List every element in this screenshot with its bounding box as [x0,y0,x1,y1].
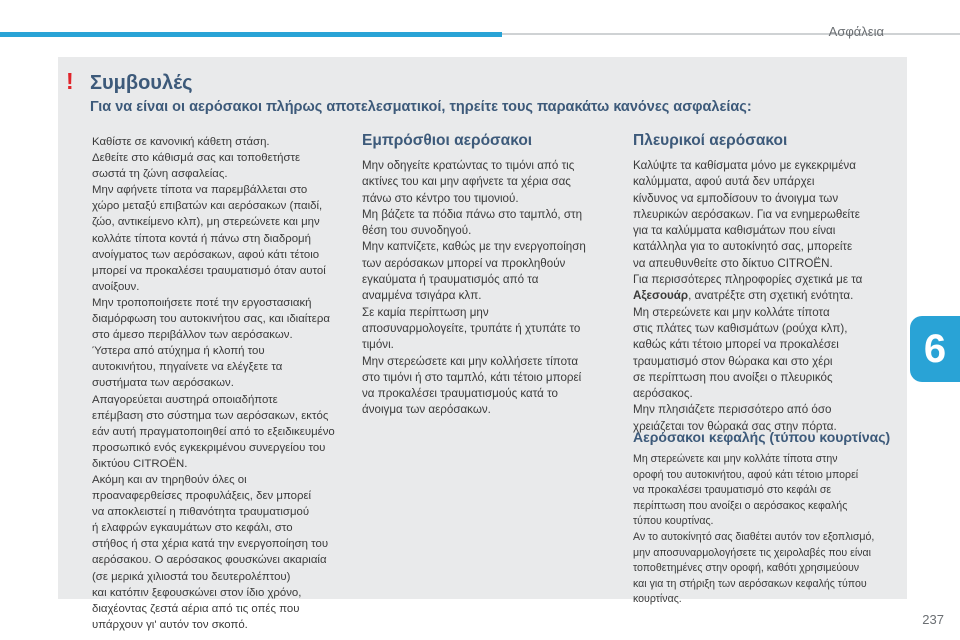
front-airbags-heading: Εμπρόσθιοι αερόσακοι [362,132,533,149]
accessories-line [633,288,895,304]
side-airbags-line: Για περισσότερες πληροφορίες σχετικά με τα [633,273,863,287]
page-number: 237 [922,612,944,627]
general-advice-line: συστήματα των αερόσακων. [92,377,234,390]
panel-subtitle: Για να είναι οι αερόσακοι πλήρως αποτελεσματικοί, τηρείτε τους παρακάτω κανόνες ασφαλείας: [90,99,752,115]
general-advice-line: αερόσακου. Ο αερόσακος φουσκώνει ακαριαία [92,554,327,567]
head-airbags-line: να προκαλέσει τραυματισμό στο κεφάλι σε [633,484,832,497]
side-airbags-line: Μην πλησιάζετε περισσότερο από όσο [633,403,832,417]
general-advice-line: δικτύου CITROËN. [92,457,188,470]
general-advice-line: μπορεί να προκαλέσει τραυματισμό όταν αυτοί [92,264,326,277]
side-airbags-line: τραυματισμό στον θώρακα και στο χέρι [633,354,833,368]
side-airbags-line: σε περίπτωση που ανοίξει ο πλευρικός [633,370,833,384]
general-advice-line: Απαγορεύεται αυστηρά οποιαδήποτε [92,393,278,406]
side-airbags-line: να απευθυνθείτε στο δίκτυο CITROËN. [633,256,833,270]
general-advice-line: Καθίστε σε κανονική κάθετη στάση. [92,136,270,148]
front-airbags-line: να προκαλέσει τραυματισμούς κατά το [362,387,558,401]
side-airbags-line: καλύμματα, αφού αυτά δεν υπάρχει [633,175,815,189]
side-airbags-line: Καλύψτε τα καθίσματα μόνο με εγκεκριμένα [633,159,856,172]
general-advice-line: να αποκλειστεί η πιθανότητα τραυματισμού [92,506,310,519]
side-airbags-line: για τα καλύμματα καθισμάτων που είναι [633,224,836,238]
general-advice-line: προαναφερθείσες προφυλάξεις, δεν μπορεί [92,490,312,503]
front-airbags-line: άνοιγμα των αερόσακων. [362,403,491,417]
side-airbags-text [633,158,895,435]
header-rule [502,33,960,35]
front-airbags-text [362,158,612,419]
head-airbags-line: περίπτωση που ανοίξει ο αερόσακος κεφαλής [633,499,848,512]
head-airbags-line: τοποθετημένες στην οροφή, καθότι χρησιμεύουν [633,562,860,575]
front-airbags-line: Σε καμία περίπτωση μην [362,305,489,319]
section-title: Ασφάλεια [828,24,884,39]
front-airbags-line: θέση του συνοδηγού. [362,224,472,238]
head-airbags-line: και για τη στήριξη των αερόσακων κεφαλής τύπου [633,577,867,590]
head-airbags-line: μην αποσυναρμολογήσετε τις χειρολαβές που είναι [633,546,872,559]
side-airbags-heading: Πλευρικοί αερόσακοι [633,132,788,149]
front-airbags-line: τιμόνι. [362,338,394,352]
accessories-rest: , ανατρέξτε στη σχετική ενότητα. [688,289,854,303]
general-advice-line: (σε μερικά χιλιοστά του δευτερολέπτου) [92,570,291,583]
head-airbags-line: οροφή του αυτοκινήτου, αφού κάτι τέτοιο μπορεί [633,468,859,481]
general-advice-line: επέμβαση στο σύστημα των αερόσακων, εκτός [92,409,329,422]
exclamation-icon: ! [66,68,74,94]
general-advice-line: χώρο μεταξύ επιβατών και αερόσακων (παιδί, [92,200,323,213]
general-advice-line: διαχέοντας ζεστά αέρια από τις οπές που [92,602,300,615]
general-advice-line: κολλάτε τίποτα κοντά ή πάνω στη διαδρομή [92,232,311,245]
front-airbags-line: στο τιμόνι ή στο ταμπλό, κάτι τέτοιο μπορεί [362,370,582,384]
head-airbags-heading: Αερόσακοι κεφαλής (τύπου κουρτίνας) [633,429,891,445]
general-advice-line: Ύστερα από ατύχημα ή κλοπή του [92,345,265,358]
front-airbags-line: ακτίνες του και μην αφήνετε τα χέρια σας [362,175,571,189]
general-advice-line: ανοίξουν. [92,280,140,293]
front-airbags-line: αποσυναρμολογείτε, τρυπάτε ή χτυπάτε το [362,321,581,335]
general-advice-line: Μην αφήνετε τίποτα να παρεμβάλλεται στο [92,184,308,197]
side-airbags-line: στις πλάτες των καθισμάτων (ρούχα κλπ), [633,321,848,335]
general-advice-column [92,134,342,633]
general-advice-line: στήθος ή στα χέρια κατά την ενεργοποίηση του [92,538,329,551]
side-airbags-line: χρειάζεται τον θώρακά σας στην πόρτα. [633,419,837,433]
general-advice-line: Ακόμη και αν τηρηθούν όλες οι [92,473,247,486]
head-airbags-line: Αν το αυτοκίνητό σας διαθέτει αυτόν τον εξοπλισμό, [633,530,875,543]
side-airbags-line: αερόσακος. [633,387,693,401]
front-airbags-line: Μην στερεώσετε και μην κολλήσετε τίποτα [362,354,579,368]
front-airbags-line: των αερόσακων μπορεί να προκληθούν [362,256,566,270]
header-accent-bar [0,32,502,37]
head-airbags-text [633,452,895,608]
accessories-bold: Αξεσουάρ [633,289,689,303]
side-airbags-line: κίνδυνος να εμποδίσουν το άνοιγμα των [633,191,839,205]
general-advice-line: ή ελαφρών εγκαυμάτων στο κεφάλι, στο [92,522,293,535]
front-airbags-line: Μη βάζετε τα πόδια πάνω στο ταμπλό, στη [362,207,583,221]
front-airbags-line: πάνω στο κέντρο του τιμονιού. [362,191,519,205]
general-advice-line: στο άμεσο περιβάλλον των αερόσακων. [92,329,293,342]
head-airbags-line: Μη στερεώνετε και μην κολλάτε τίποτα στην [633,453,838,465]
general-advice-line: αυτοκινήτου, πηγαίνετε να ελέγξετε τα [92,361,283,374]
front-airbags-line: αναμμένα τσιγάρα κλπ. [362,289,482,303]
head-airbags-block [633,428,895,608]
side-airbags-column [633,132,895,435]
general-advice-line: υπάρχουν γι' αυτόν τον σκοπό. [92,618,248,631]
chapter-number: 6 [923,327,947,371]
chapter-tab [910,316,960,382]
general-advice-line: ανοίγματος των αερόσακων, αφού κάτι τέτοιο [92,248,320,261]
general-advice-line: διαμόρφωση του αυτοκινήτου σας, και ιδιαίτερα [92,313,330,326]
general-advice-line: προσωπικό ενός εγκεκριμένου συνεργείου του [92,441,326,454]
general-advice-line: Δεθείτε στο κάθισμά σας και τοποθετήστε [92,152,301,165]
general-advice-line: και κατόπιν ξεφουσκώνει στον ίδιο χρόνο, [92,586,302,599]
panel-title: Συμβουλές [90,72,193,94]
side-airbags-line: κατάλληλα για το αυτοκίνητό σας, μπορείτε [633,240,853,254]
front-airbags-column [362,132,612,419]
general-advice-line: Μην τροποποιήσετε ποτέ την εργοστασιακή [92,296,312,309]
side-airbags-line: καθώς κάτι τέτοιο μπορεί να προκαλέσει [633,338,839,352]
head-airbags-line: τύπου κουρτίνας. [633,515,714,528]
front-airbags-line: εγκαύματα ή τραυματισμός από τα [362,273,539,287]
general-advice-line: ζώο, αντικείμενο κλπ), μη στερεώνετε και μην [92,216,320,229]
side-airbags-line: πλευρικών αερόσακων. Για να ενημερωθείτε [633,207,860,221]
front-airbags-line: Μην οδηγείτε κρατώντας το τιμόνι από τις [362,159,575,172]
general-advice-line: εάν αυτή πραγματοποιηθεί από το εξειδικευμένο [92,425,335,438]
side-airbags-line: Μη στερεώνετε και μην κολλάτε τίποτα [633,305,830,319]
head-airbags-line: κουρτίνας. [633,593,682,606]
general-advice-line: σωστά τη ζώνη ασφαλείας. [92,168,228,181]
front-airbags-line: Μην καπνίζετε, καθώς με την ενεργοποίηση [362,240,586,254]
